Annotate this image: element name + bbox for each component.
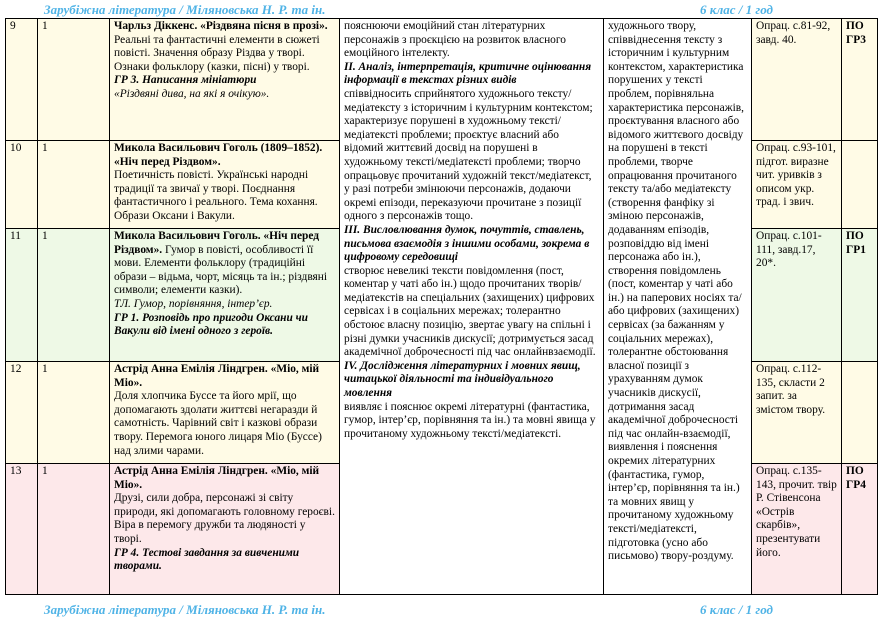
lesson-content xyxy=(110,362,340,464)
lesson-task: ГР 1. Розповідь про пригоди Оксани чи Вакули від імені одного з героїв. xyxy=(114,311,308,338)
skills-column xyxy=(604,19,752,595)
homework: Опрац. с.93-101, підгот. виразне чит. уривків з описом укр. трад. і звич. xyxy=(752,141,842,229)
lesson-title: Чарльз Діккенс. «Різдвяна пісня в прозі». xyxy=(114,20,328,32)
assessment-code-text: ПО ГР4 xyxy=(846,465,866,491)
lesson-hours: 1 xyxy=(38,19,110,141)
lesson-task: ГР 3. Написання мініатюри xyxy=(114,74,257,87)
assessment-code-text: ПО ГР1 xyxy=(846,230,866,256)
expected-results xyxy=(340,19,604,595)
lesson-content xyxy=(110,229,340,362)
curriculum-table xyxy=(5,18,878,595)
assessment-code xyxy=(842,464,878,595)
lesson-hours: 1 xyxy=(38,229,110,362)
page-footer xyxy=(0,600,886,620)
header-left: Зарубіжна література / Міляновська Н. Р. та ін. xyxy=(44,2,326,17)
lesson-number: 10 xyxy=(6,141,38,229)
lesson-content xyxy=(110,141,340,229)
lesson-title: Астрід Анна Емілія Ліндгрен. «Міо, мій Міо». xyxy=(114,465,320,491)
lesson-hours: 1 xyxy=(38,362,110,464)
table-row xyxy=(6,19,878,141)
expected-p4: виявляє і пояснює окремі літературні (фантастика, гумор, інтер’єр, порівняння та ін.) та мовні явища у прочитаному художньому тексті/медіатексті. xyxy=(344,400,596,440)
lesson-theory: ТЛ. Гумор, порівняння, інтер’єр. xyxy=(114,297,273,310)
skills-text: художнього твору, співвіднесення тексту з історичним і культурним контекстом, характеристика порушених у тексті проблем, порівняльна характеристика персонажів, проєктування власного або відомого життєвого досвіду на порушені в тексті проблеми, творче опрацювання прочитаного тексту та/або медіатексту (створення фанфіку зі зміною персонажів, додаванням епізодів, розповіддю від імені персонажа або ін.), створення повідомлень (пост, коментар у чаті або ін.) на паперових носіях та/або цифрових (захищених) сервісах (за бажанням у соціальних мережах), толерантне обстоювання власної позиції з урахуванням думок учасників дискусії, дотримання засад академічної доброчесності під час онлайн-взаємодії, виявлення і пояснення окремих літературних (фантастика, гумор, інтер’єр, порівняння та ін.) та мовних явищ у прочитаному художньому тексті/медіатексті, підготовка (усно або письмово) твору-роздуму. xyxy=(608,20,744,563)
lesson-hours: 1 xyxy=(38,141,110,229)
lesson-number: 9 xyxy=(6,19,38,141)
homework: Опрац. с.135-143, прочит. твір Р. Стівенсона «Острів скарбів», презентувати його. xyxy=(752,464,842,595)
expected-heading-4: ІV. Дослідження літературних і мовних явищ, читацької діяльності та індивідуального мовлення xyxy=(344,359,581,400)
assessment-code xyxy=(842,362,878,464)
lesson-number: 13 xyxy=(6,464,38,595)
homework: Опрац. с.81-92, завд. 40. xyxy=(752,19,842,141)
expected-p2: співвідносить сприйнятого художнього тексту/медіатексту з історичним і культурним контекстом; характеризує порушені в художньому тексті/медіатексті проблеми; проєктує власний або відомий життєвий досвід на порушені в художньому тексті/медіатексті проблеми; творчо опрацьовує прочитаний художній текст/медіатекст, у разі потреби змінюючи персонажів, додаючи окремі епізоди, переказуючи прочитане з позиції одного з персонажів тощо. xyxy=(344,87,593,223)
assessment-code xyxy=(842,19,878,141)
lesson-body: Реальні та фантастичні елементи в сюжеті повісті. Значення образу Різдва у творі. Ознаки фольклору (казки, пісні) у творі. xyxy=(114,33,320,73)
assessment-code xyxy=(842,141,878,229)
footer-right: 6 клас / 1 год xyxy=(700,602,773,617)
footer-left: Зарубіжна література / Міляновська Н. Р. та ін. xyxy=(44,602,326,617)
lesson-title: Микола Васильович Гоголь (1809–1852). «Ніч перед Різдвом». xyxy=(114,142,323,168)
header-right: 6 клас / 1 год xyxy=(700,2,773,17)
homework: Опрац. с.101-111, завд.17, 20*. xyxy=(752,229,842,362)
expected-heading-2: ІІ. Аналіз, інтерпретація, критичне оцінювання інформації в текстах різних видів xyxy=(344,60,592,87)
expected-p3: створює невеликі тексти повідомлення (пост, коментар у чаті або ін.) щодо прочитаних творів/медіатекстів на спеціальних (захищених) цифрових сервісах і в соціальних мережах; толерантно обстоює власну позицію, звертає увагу на спільні і різні думки учасників дискусії; дотримується засад академічної доброчесності під час онлайнвзаємодії. xyxy=(344,264,596,359)
expected-p1: пояснюючи емоційний стан літературних персонажів з проєкцією на розвиток власного емоційного інтелекту. xyxy=(344,20,566,60)
lesson-body: Поетичність повісті. Українські народні традиції та звичаї у творі. Поєднання фантастичного і реального. Тема кохання. Образи Оксани і Вакули. xyxy=(114,169,318,222)
lesson-task-topic: «Різдвяні дива, на які я очікую». xyxy=(114,87,270,100)
lesson-body: Доля хлопчика Буссе та його мрії, що допомагають здолати життєві негаразди й самотність. Чарівний світ і казкові образи твору. Перемога юного лицаря Міо (Буссе) над злими чарами. xyxy=(114,390,322,457)
lesson-title: Астрід Анна Емілія Ліндгрен. «Міо, мій Міо». xyxy=(114,363,320,389)
assessment-code xyxy=(842,229,878,362)
lesson-content xyxy=(110,19,340,141)
lesson-number: 12 xyxy=(6,362,38,464)
homework: Опрац. с.112-135, скласти 2 запит. за змістом твору. xyxy=(752,362,842,464)
lesson-title: Микола Васильович Гоголь. «Ніч перед Різдвом». xyxy=(114,230,320,256)
expected-heading-3: ІІІ. Висловлювання думок, почуттів, ставлень, письмова взаємодія з іншими особами, зокрема в цифровому середовищі xyxy=(344,223,590,264)
lesson-number: 11 xyxy=(6,229,38,362)
lesson-task: ГР 4. Тестові завдання за вивченими творами. xyxy=(114,546,300,573)
lesson-body: Друзі, сили добра, персонажі зі світу природи, які допомагають головному героєві. Віра в перемогу дружби та людяності у творі. xyxy=(114,492,335,545)
lesson-hours: 1 xyxy=(38,464,110,595)
lesson-body: Гумор в повісті, особливості її мови. Елементи фольклору (традиційні образи – відьма, чорт, місяць та ін.; різдвяні символи; елементи казки). xyxy=(114,243,328,297)
page-header xyxy=(0,0,886,20)
lesson-content xyxy=(110,464,340,595)
assessment-code-text: ПО ГР3 xyxy=(846,20,866,46)
